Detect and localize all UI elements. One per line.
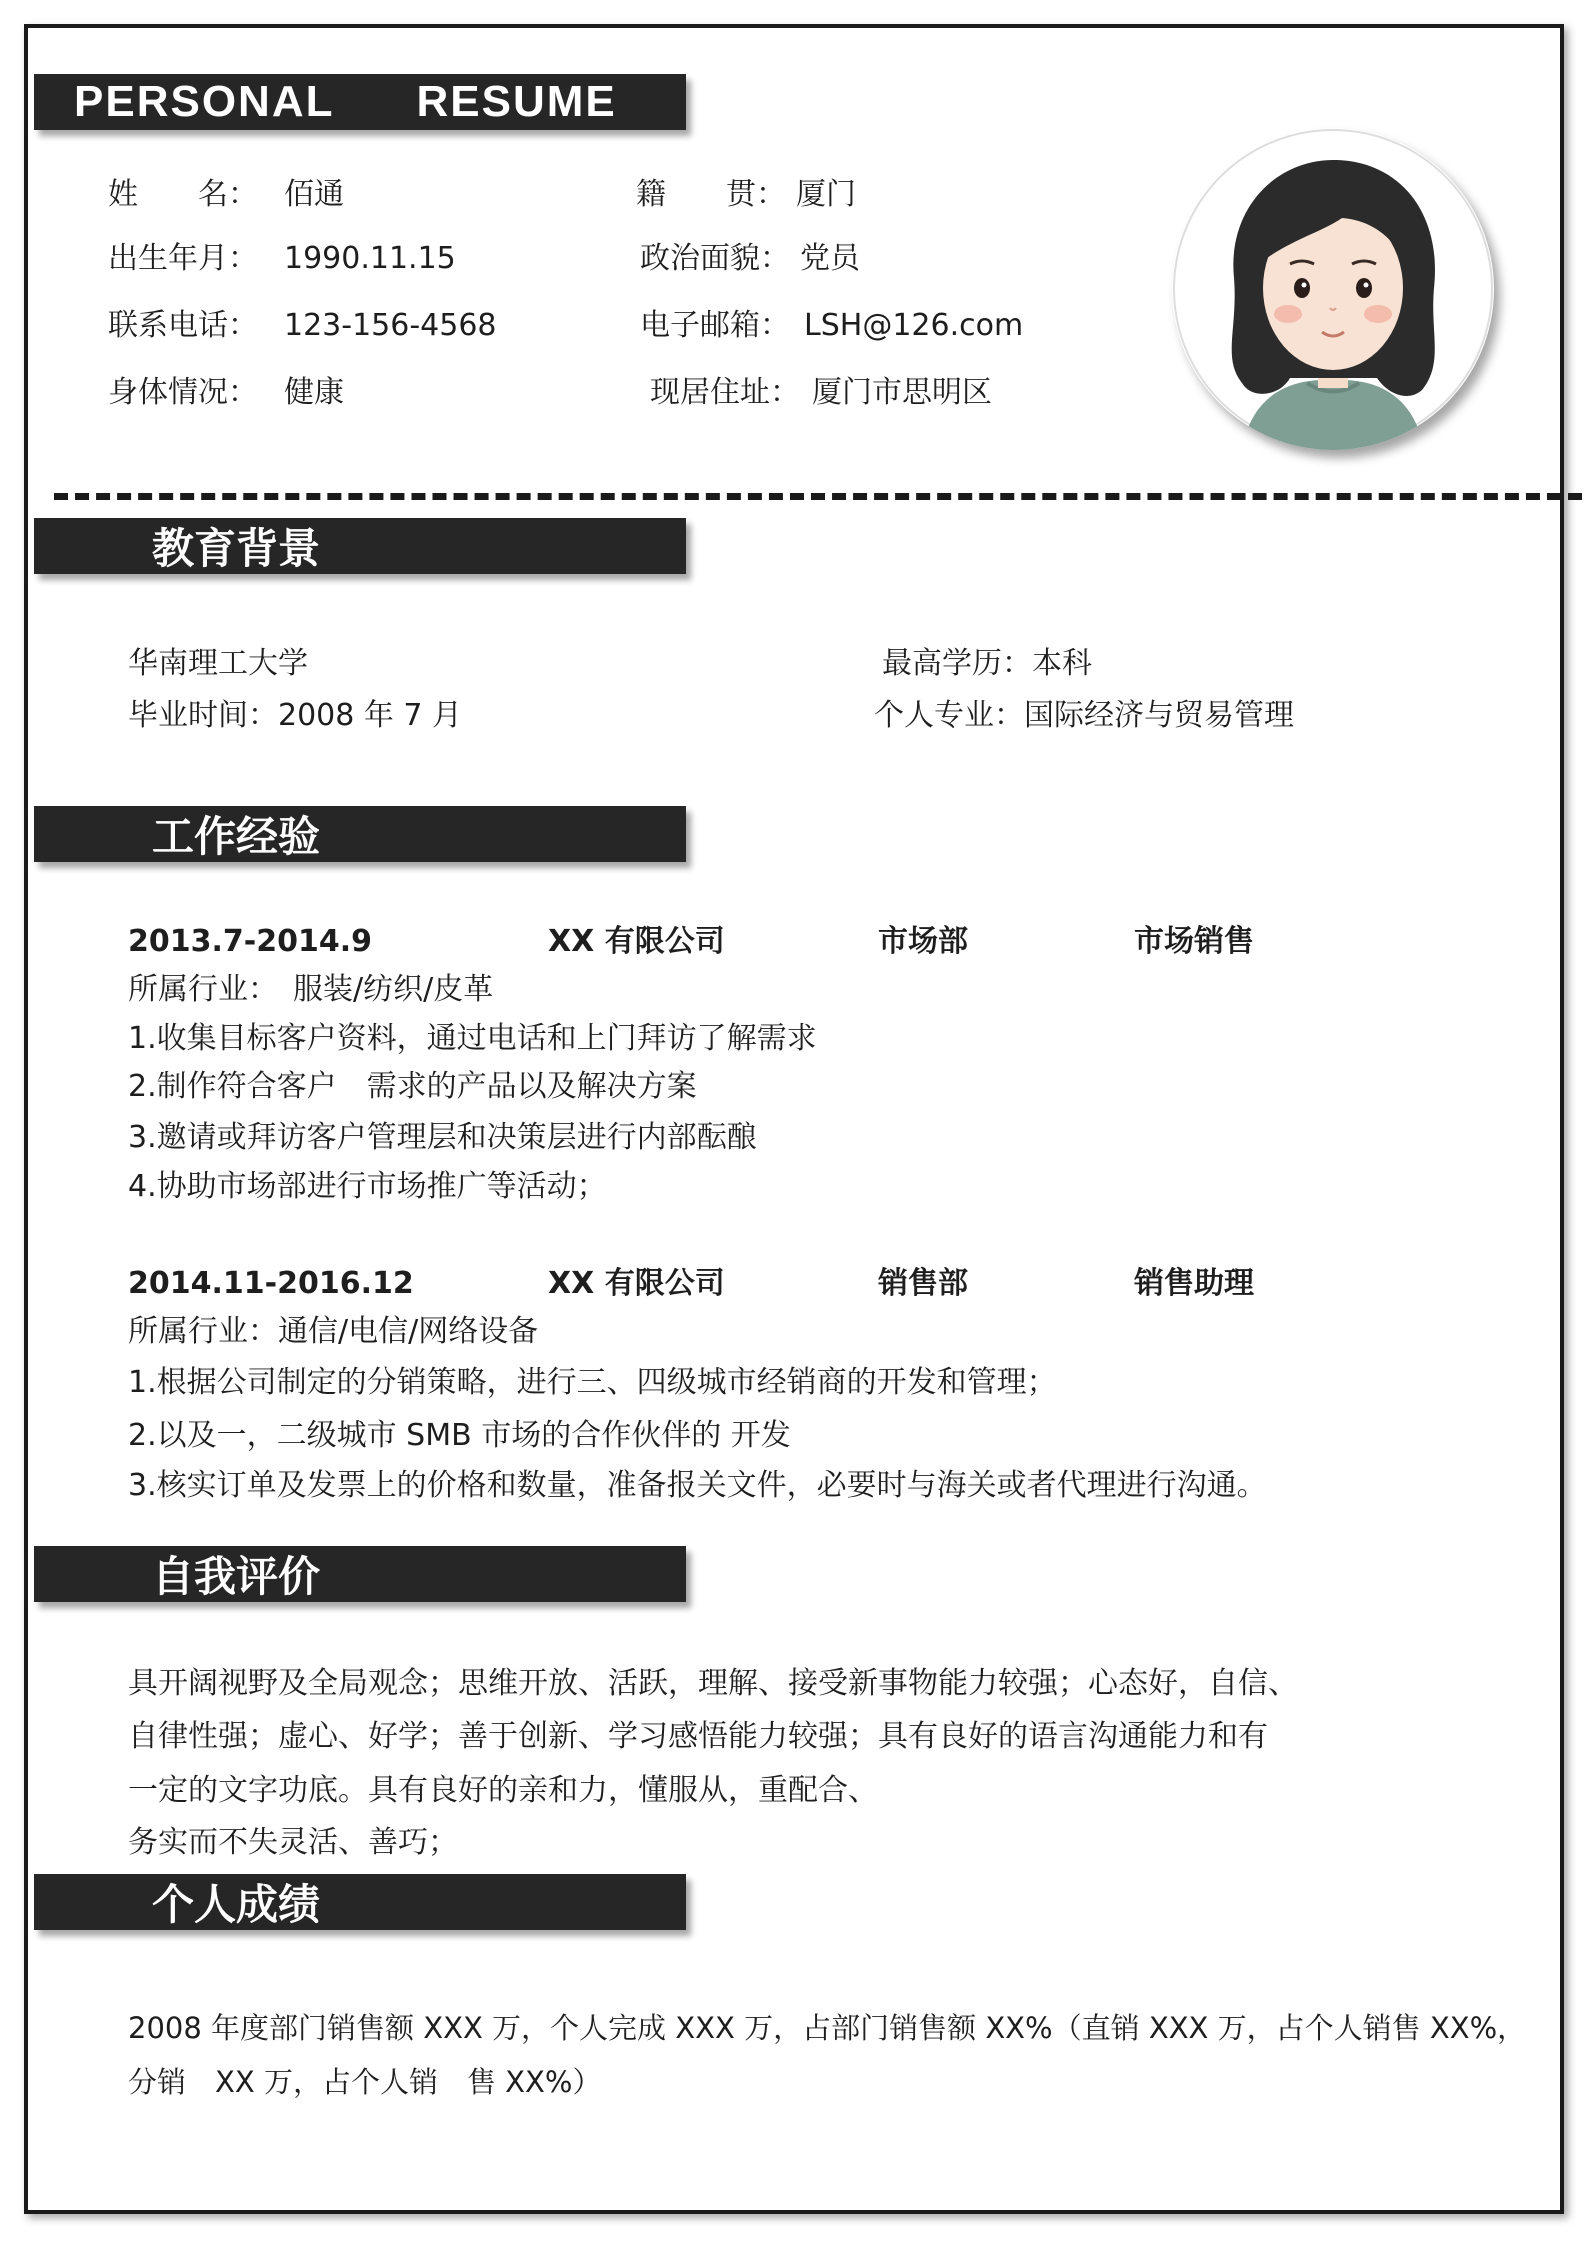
origin-label: 籍 贯： (636, 177, 786, 212)
job-2-duty: 2.以及一，二级城市 SMB 市场的合作伙伴的 开发 (128, 1418, 791, 1453)
email-label: 电子邮箱： (640, 308, 790, 343)
job-1-company: XX 有限公司 (548, 924, 725, 959)
header-word-resume: RESUME (416, 77, 617, 126)
self-eval-section-title: 自我评价 (34, 1546, 686, 1602)
achievements-section-title: 个人成绩 (34, 1874, 686, 1930)
job-2-period: 2014.11-2016.12 (128, 1266, 414, 1301)
job-1-duty: 1.收集目标客户资料，通过电话和上门拜访了解需求 (128, 1021, 817, 1056)
job-1-duty: 2.制作符合客户 需求的产品以及解决方案 (128, 1069, 697, 1104)
achievements-line: 分销 XX 万，占个人销 售 XX%） (128, 2065, 602, 2099)
birth-value: 1990.11.15 (284, 241, 456, 276)
health-value: 健康 (284, 375, 344, 410)
education-school: 华南理工大学 (128, 646, 308, 681)
self-eval-line: 务实而不失灵活、善巧； (128, 1825, 458, 1860)
avatar (1172, 128, 1494, 450)
job-1-industry: 所属行业： 服装/纺织/皮革 (128, 972, 494, 1007)
health-label: 身体情况： (108, 375, 258, 410)
job-2-industry: 所属行业：通信/电信/网络设备 (128, 1314, 539, 1349)
name-label: 姓 名： (108, 177, 258, 212)
politics-value: 党员 (800, 241, 860, 276)
education-graduation: 毕业时间：2008 年 7 月 (128, 698, 463, 733)
address-label: 现居住址： (650, 375, 800, 410)
self-eval-line: 自律性强；虚心、好学；善于创新、学习感悟能力较强；具有良好的语言沟通能力和有 (128, 1719, 1268, 1754)
job-1-duty: 4.协助市场部进行市场推广等活动； (128, 1169, 607, 1204)
job-2-duty: 3.核实订单及发票上的价格和数量，准备报关文件，必要时与海关或者代理进行沟通。 (128, 1468, 1267, 1503)
self-eval-line: 具开阔视野及全局观念；思维开放、活跃，理解、接受新事物能力较强；心态好，自信、 (128, 1666, 1298, 1701)
education-section-title: 教育背景 (34, 518, 686, 574)
phone-label: 联系电话： (108, 308, 258, 343)
section-divider (54, 493, 1582, 500)
avatar-illustration-icon (1172, 128, 1494, 450)
work-section-title: 工作经验 (34, 806, 686, 862)
job-1-role: 市场销售 (1134, 924, 1254, 959)
education-major: 个人专业：国际经济与贸易管理 (874, 698, 1294, 733)
resume-header-banner (34, 74, 686, 130)
address-value: 厦门市思明区 (812, 375, 992, 410)
birth-label: 出生年月： (108, 241, 258, 276)
achievements-line: 2008 年度部门销售额 XXX 万，个人完成 XXX 万，占部门销售额 XX%（直销 XXX 万，占个人销售 XX%， (128, 2011, 1527, 2045)
job-1-period: 2013.7-2014.9 (128, 924, 372, 959)
job-2-role: 销售助理 (1134, 1266, 1254, 1301)
self-eval-line: 一定的文字功底。具有良好的亲和力，懂服从，重配合、 (128, 1773, 878, 1808)
header-word-personal: PERSONAL (74, 77, 335, 126)
phone-value: 123-156-4568 (284, 308, 497, 343)
politics-label: 政治面貌： (640, 241, 790, 276)
job-2-department: 销售部 (878, 1266, 968, 1301)
resume-frame (24, 24, 1564, 2214)
job-1-department: 市场部 (878, 924, 968, 959)
education-degree: 最高学历：本科 (882, 646, 1092, 681)
job-1-duty: 3.邀请或拜访客户管理层和决策层进行内部酝酿 (128, 1120, 757, 1155)
job-2-company: XX 有限公司 (548, 1266, 725, 1301)
name-value: 佰通 (284, 177, 344, 212)
origin-value: 厦门 (796, 177, 856, 212)
job-2-duty: 1.根据公司制定的分销策略，进行三、四级城市经销商的开发和管理； (128, 1365, 1057, 1400)
email-value: LSH@126.com (804, 308, 1024, 343)
